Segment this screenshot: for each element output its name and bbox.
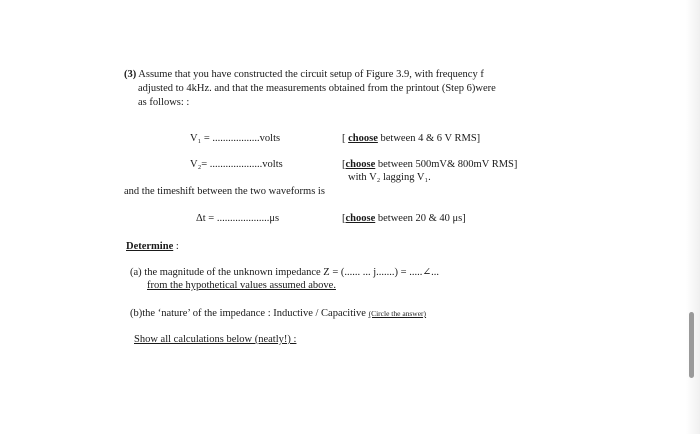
v2-choose-open: [ bbox=[342, 159, 346, 170]
question-intro-2: adjusted to 4kHz. and that the measurements obtained from the printout (Step 6)were bbox=[138, 83, 496, 94]
dt-range: between 20 & 40 μs] bbox=[375, 213, 466, 224]
v1-choose: choose bbox=[348, 133, 378, 144]
v1-choose-open: [ bbox=[342, 133, 349, 144]
v1-instruction bbox=[342, 132, 480, 145]
v2-range: between 500mV& 800mV RMS] bbox=[375, 159, 518, 170]
v1-unit: volts bbox=[259, 133, 281, 144]
part-a-line-1: (a) the magnitude of the unknown impedance Z = (...... ... j.......) = .....∠... bbox=[130, 267, 440, 278]
part-b-text: (b)the ‘nature’ of the impedance : Inductive / Capacitive bbox=[130, 308, 369, 319]
part-a-line-2: from the hypothetical values assumed above. bbox=[147, 280, 336, 291]
dt-unit: μs bbox=[269, 213, 280, 224]
determine-heading: Determine bbox=[126, 241, 174, 252]
dt-choose-open: [ bbox=[342, 213, 346, 224]
timeshift-intro: and the timeshift between the two waveforms is bbox=[124, 186, 325, 197]
vertical-scrollbar[interactable] bbox=[689, 312, 694, 378]
dt-measurement bbox=[196, 212, 279, 225]
question-number: (3) bbox=[124, 69, 137, 80]
v2-choose: choose bbox=[345, 159, 376, 170]
question-intro-1: Assume that you have constructed the circuit setup of Figure 3.9, with frequency f bbox=[138, 69, 484, 80]
part-b-note: (Circle the answer) bbox=[368, 309, 427, 318]
determine-colon: : bbox=[173, 241, 179, 252]
dt-choose: choose bbox=[345, 213, 376, 224]
v2-note: with V₂ lagging V₁. bbox=[348, 172, 431, 183]
v2-blank: .................... bbox=[209, 159, 263, 170]
question-line-1 bbox=[124, 68, 484, 81]
determine-heading-line bbox=[126, 240, 179, 253]
v2-measurement bbox=[190, 158, 283, 171]
v2-unit: volts bbox=[262, 159, 283, 170]
question-intro-3: as follows: : bbox=[138, 97, 190, 108]
v1-blank: .................. bbox=[212, 133, 260, 144]
show-all-calculations: Show all calculations below (neatly!) : bbox=[134, 334, 297, 345]
v1-range: between 4 & 6 V RMS] bbox=[377, 133, 481, 144]
v1-measurement bbox=[190, 132, 280, 145]
dt-instruction bbox=[342, 212, 466, 225]
dt-blank: .................... bbox=[216, 213, 270, 224]
v2-label: V₂= bbox=[190, 159, 210, 170]
dt-label: Δt = bbox=[196, 213, 217, 224]
v2-instruction bbox=[342, 158, 517, 171]
part-b bbox=[130, 307, 426, 320]
v1-label: V₁ = bbox=[190, 133, 213, 144]
